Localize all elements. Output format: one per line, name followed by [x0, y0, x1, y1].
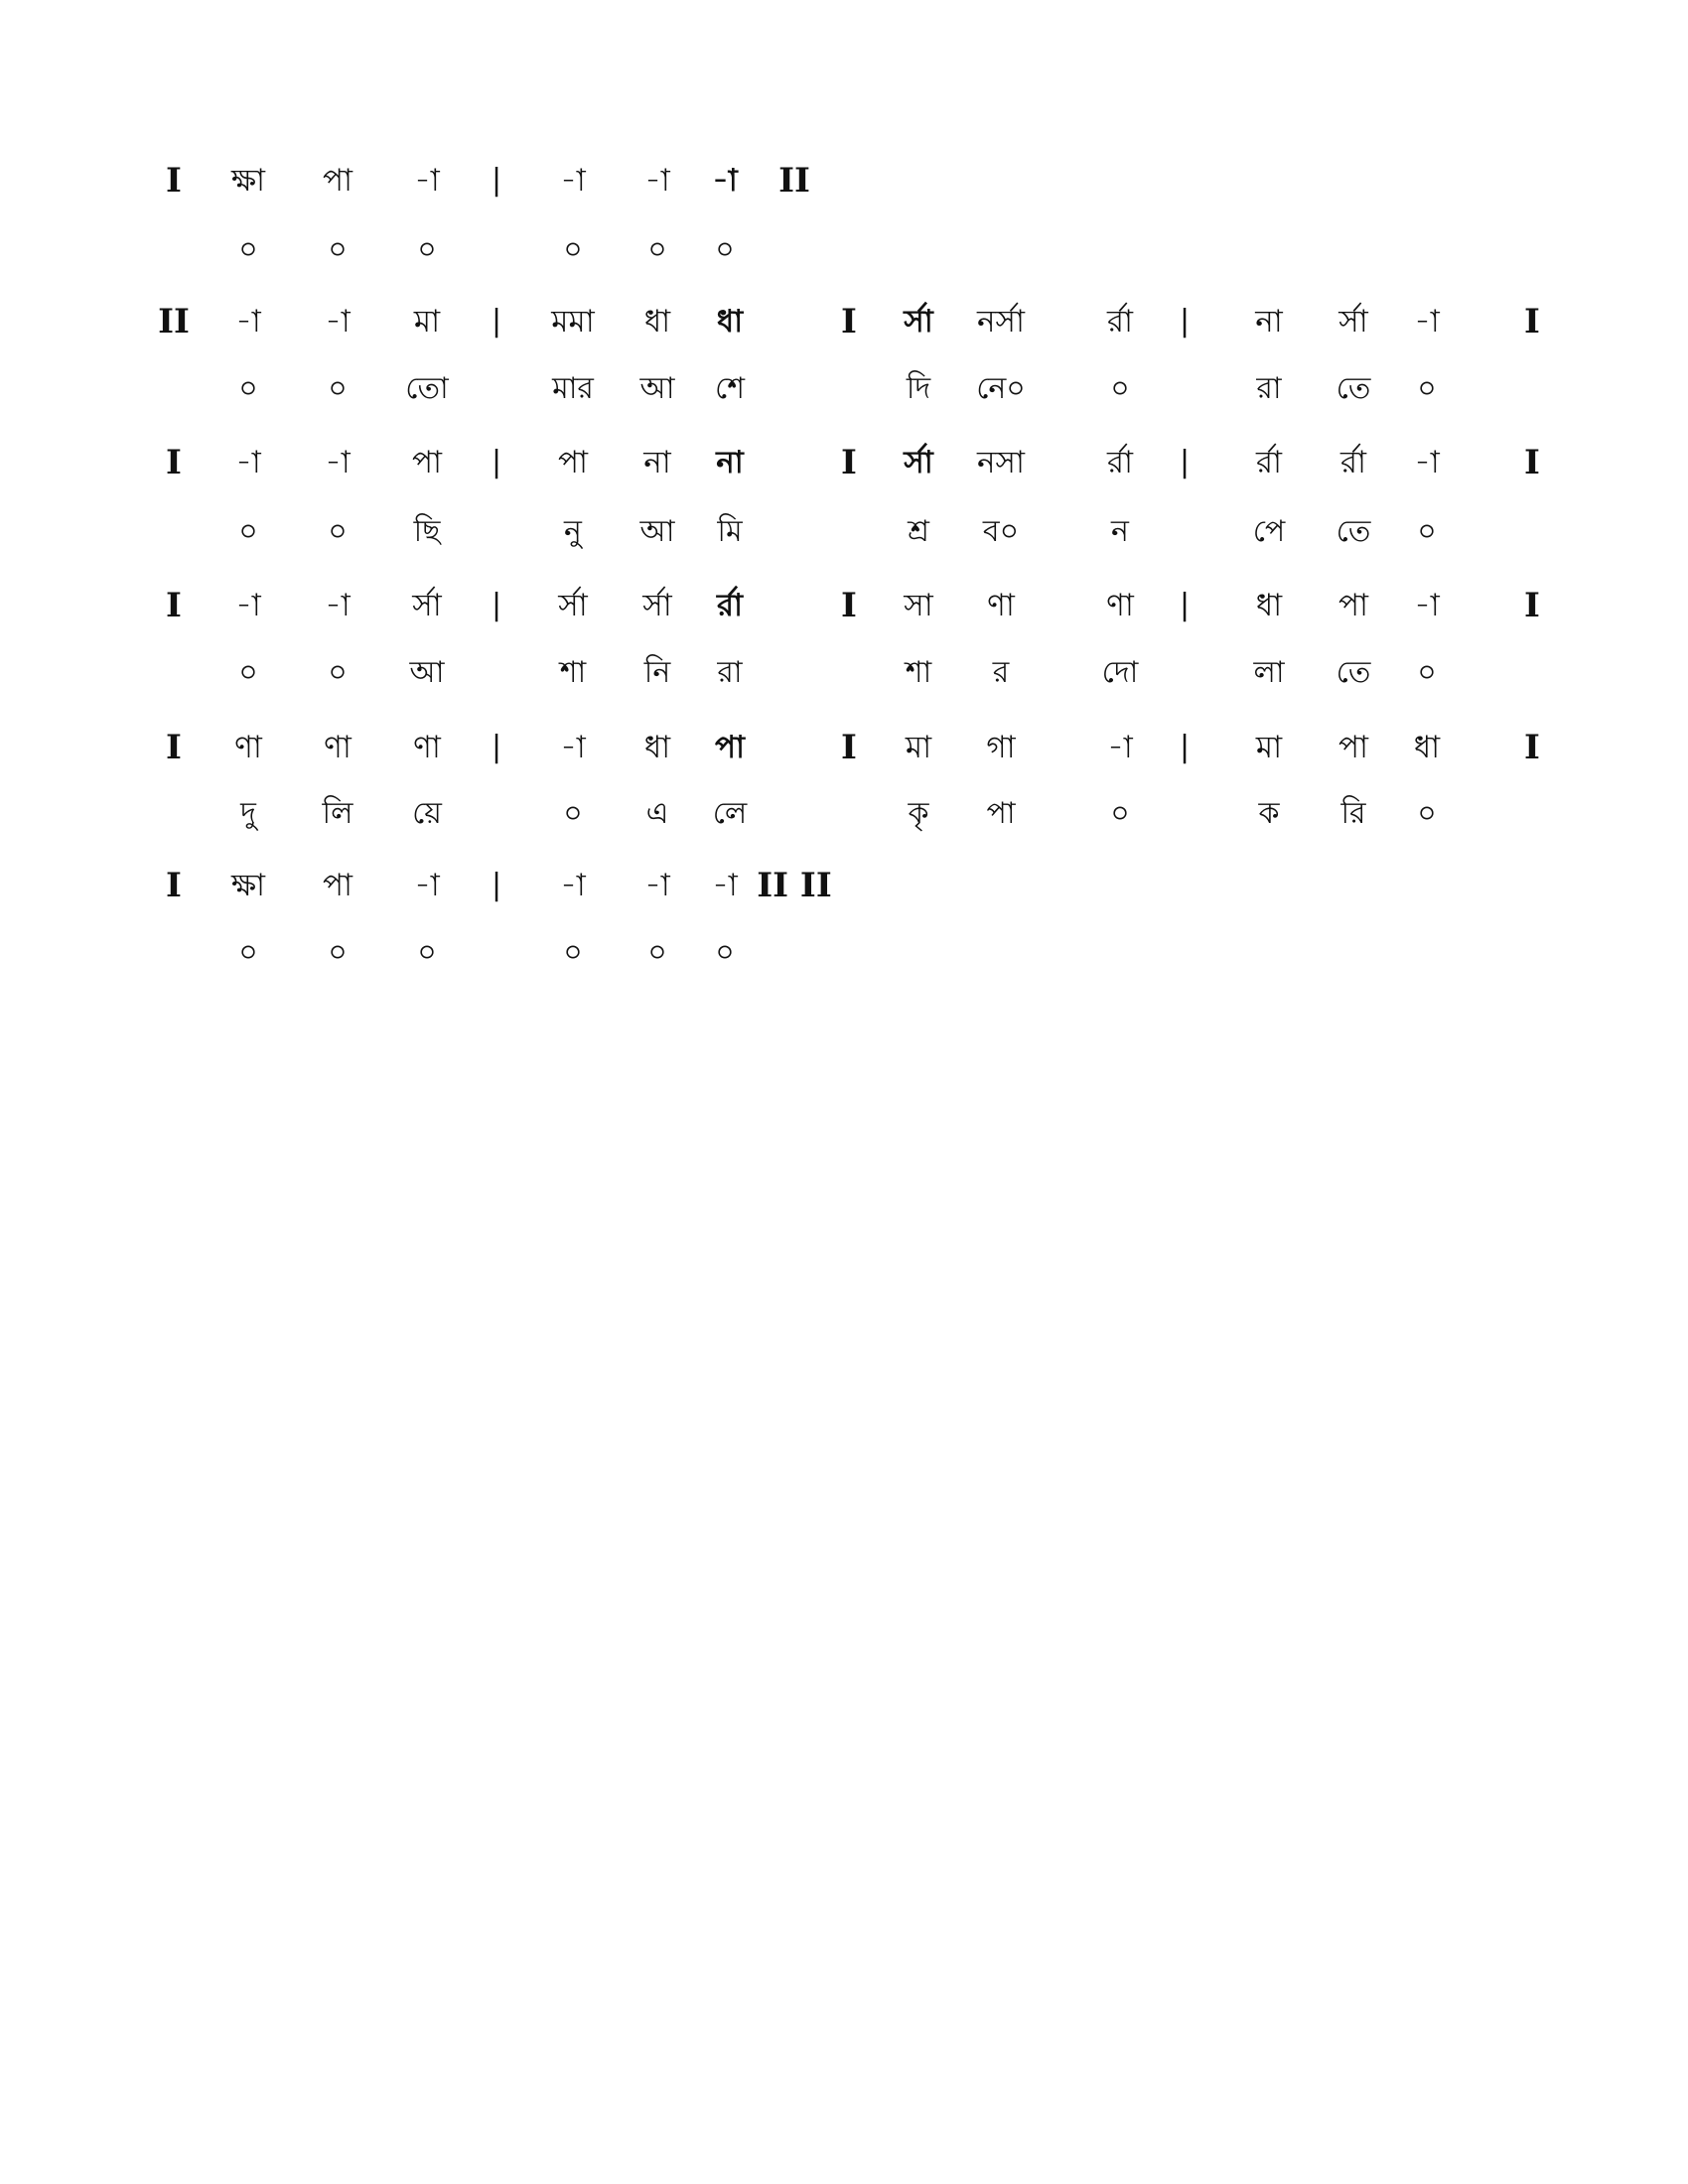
beat-divider: |	[1179, 304, 1191, 339]
lyric-syllable: লে	[712, 796, 748, 831]
swara-note: -া	[560, 868, 586, 903]
lyric-syllable: শা	[559, 655, 587, 690]
lyric-syllable: ন	[1111, 514, 1129, 549]
swara-note: -া	[712, 163, 738, 199]
swara-note: -া	[235, 588, 261, 623]
swara-note: পা	[557, 445, 589, 480]
bar-line: I	[166, 728, 182, 767]
swara-line	[0, 443, 1688, 494]
swara-note: মা	[413, 304, 441, 340]
lyric-line	[0, 653, 1688, 705]
bar-line: I	[166, 866, 182, 905]
swara-line	[0, 728, 1688, 779]
lyric-line	[0, 794, 1688, 846]
swara-note: -া	[1107, 730, 1133, 765]
swara-note: পা	[322, 868, 353, 903]
beat-divider: |	[491, 588, 502, 622]
lyric-syllable: দু	[240, 796, 256, 831]
bar-line: II	[778, 161, 810, 201]
swara-note: -া	[325, 304, 351, 340]
swara-note: ধা	[643, 304, 671, 340]
lyric-syllable: ০	[328, 935, 348, 970]
lyric-syllable: আ	[409, 655, 445, 690]
swara-note: ধা	[1413, 730, 1441, 765]
swara-note: -া	[644, 868, 670, 903]
lyric-syllable: ০	[1417, 514, 1437, 549]
swara-note: -া	[1414, 588, 1440, 623]
swara-note: -া	[1414, 304, 1440, 340]
lyric-syllable: কৃ	[908, 796, 929, 831]
lyric-syllable: ০	[715, 232, 735, 267]
lyric-syllable: পা	[986, 796, 1016, 831]
swara-note: র্সা	[1338, 304, 1368, 340]
lyric-syllable: ০	[238, 655, 258, 690]
lyric-syllable: তো	[405, 371, 449, 406]
swara-note: পা	[1337, 730, 1369, 765]
swara-note: র্সা	[642, 588, 672, 623]
swara-note: র্রা	[716, 588, 744, 623]
swara-line	[0, 302, 1688, 353]
lyric-syllable: মি	[717, 514, 743, 549]
lyric-syllable: ০	[1417, 796, 1437, 831]
swara-note: না	[1255, 304, 1283, 340]
bar-line: I	[166, 586, 182, 625]
bar-line: I	[841, 586, 857, 625]
lyric-syllable: ০	[238, 514, 258, 549]
lyric-syllable: তে	[1336, 514, 1371, 549]
swara-note: র্রা	[1255, 445, 1283, 480]
lyric-syllable: তে	[1336, 371, 1371, 406]
swara-note: -া	[325, 588, 351, 623]
swara-note: র্রা	[1106, 445, 1134, 480]
lyric-syllable: ০	[238, 935, 258, 970]
swara-note: -া	[414, 868, 440, 903]
lyric-syllable: এ	[645, 796, 669, 831]
swara-note: -া	[712, 868, 738, 903]
swara-note: না	[643, 445, 671, 480]
lyric-syllable: নে০	[976, 371, 1026, 406]
swara-note: ণা	[1106, 588, 1134, 623]
lyric-syllable: য়ে	[412, 796, 442, 831]
swara-line	[0, 161, 1688, 212]
swara-note: র্সা	[904, 304, 933, 340]
lyric-syllable: ০	[417, 232, 437, 267]
bar-line: I	[841, 302, 857, 341]
bar-line: I	[166, 443, 182, 482]
beat-divider: |	[491, 163, 502, 198]
swara-note: পা	[322, 163, 353, 199]
swara-note: ণা	[987, 588, 1015, 623]
bar-line: I	[1524, 586, 1540, 625]
bar-line: I	[1524, 302, 1540, 341]
swara-line	[0, 866, 1688, 917]
bar-line: I	[841, 443, 857, 482]
lyric-syllable: ০	[647, 232, 667, 267]
lyric-syllable: ০	[715, 935, 735, 970]
lyric-syllable: ০	[1110, 796, 1130, 831]
beat-divider: |	[1179, 730, 1191, 764]
lyric-syllable: আ	[639, 371, 675, 406]
lyric-syllable: ০	[328, 371, 348, 406]
swara-note: ক্ষা	[230, 868, 266, 903]
bar-line: I	[166, 161, 182, 201]
swara-note: -া	[414, 163, 440, 199]
lyric-syllable: ব০	[982, 514, 1020, 549]
lyric-syllable: রা	[1256, 371, 1282, 406]
bar-line: II	[158, 302, 190, 341]
bar-line: I	[1524, 728, 1540, 767]
swara-note: সা	[904, 588, 933, 623]
bar-line: I	[1524, 443, 1540, 482]
lyric-syllable: ০	[563, 232, 583, 267]
swara-note: র্সা	[558, 588, 588, 623]
swara-note: ধা	[1255, 588, 1283, 623]
swara-note: -া	[235, 445, 261, 480]
beat-divider: |	[1179, 588, 1191, 622]
lyric-syllable: ০	[238, 232, 258, 267]
lyric-syllable: লি	[322, 796, 353, 831]
swara-note: নসা	[977, 445, 1025, 480]
swara-note: -া	[1414, 445, 1440, 480]
swara-note: র্রা	[1106, 304, 1134, 340]
lyric-syllable: পে	[1252, 514, 1286, 549]
swara-note: না	[716, 445, 744, 480]
lyric-syllable: ০	[647, 935, 667, 970]
swara-note: ধা	[716, 304, 744, 340]
swara-note: পা	[411, 445, 443, 480]
lyric-syllable: ০	[328, 655, 348, 690]
lyric-syllable: ০	[1417, 371, 1437, 406]
lyric-syllable: শ্র	[908, 514, 929, 549]
lyric-syllable: ০	[1110, 371, 1130, 406]
swara-note: পা	[1337, 588, 1369, 623]
lyric-syllable: ০	[328, 232, 348, 267]
swara-note: -া	[644, 163, 670, 199]
beat-divider: |	[491, 304, 502, 339]
swara-note: নর্সা	[977, 304, 1025, 340]
lyric-syllable: আ	[639, 514, 675, 549]
beat-divider: |	[491, 445, 502, 479]
swara-note: -া	[560, 163, 586, 199]
swara-note: মমা	[551, 304, 595, 340]
swara-note: ণা	[413, 730, 441, 765]
lyric-syllable: ০	[1417, 655, 1437, 690]
swara-note: পা	[714, 730, 746, 765]
lyric-syllable: ০	[328, 514, 348, 549]
lyric-syllable: রি	[1340, 796, 1366, 831]
swara-note: গা	[986, 730, 1016, 765]
lyric-syllable: মার	[552, 371, 594, 406]
swara-note: -া	[325, 445, 351, 480]
swara-note: র্সা	[904, 445, 933, 480]
lyric-syllable: দি	[906, 371, 931, 406]
swara-note: র্রা	[1339, 445, 1367, 480]
lyric-line	[0, 933, 1688, 985]
lyric-line	[0, 512, 1688, 564]
lyric-line	[0, 230, 1688, 282]
lyric-syllable: লা	[1253, 655, 1285, 690]
lyric-syllable: ০	[563, 935, 583, 970]
lyric-syllable: র	[992, 655, 1010, 690]
beat-divider: |	[491, 730, 502, 764]
swara-note: ণা	[324, 730, 352, 765]
lyric-syllable: ০	[563, 796, 583, 831]
swara-line	[0, 586, 1688, 637]
swara-note: ণা	[234, 730, 262, 765]
lyric-syllable: রা	[717, 655, 743, 690]
beat-divider: |	[1179, 445, 1191, 479]
swara-note: ক্ষা	[230, 163, 266, 199]
swara-note: মা	[905, 730, 932, 765]
lyric-syllable: ছি	[413, 514, 441, 549]
swara-note: -া	[235, 304, 261, 340]
lyric-syllable: শা	[905, 655, 932, 690]
lyric-syllable: ০	[417, 935, 437, 970]
lyric-syllable: শে	[715, 371, 745, 406]
lyric-line	[0, 369, 1688, 421]
lyric-syllable: ০	[238, 371, 258, 406]
swara-note: ধা	[643, 730, 671, 765]
bar-line: II II	[757, 866, 832, 905]
swara-note: র্সা	[412, 588, 442, 623]
lyric-syllable: নু	[564, 514, 582, 549]
bar-line: I	[841, 728, 857, 767]
swara-note: মা	[1255, 730, 1283, 765]
lyric-syllable: নি	[643, 655, 671, 690]
swara-note: -া	[560, 730, 586, 765]
beat-divider: |	[491, 868, 502, 902]
lyric-syllable: তে	[1336, 655, 1371, 690]
lyric-syllable: দো	[1101, 655, 1139, 690]
lyric-syllable: ক	[1258, 796, 1280, 831]
